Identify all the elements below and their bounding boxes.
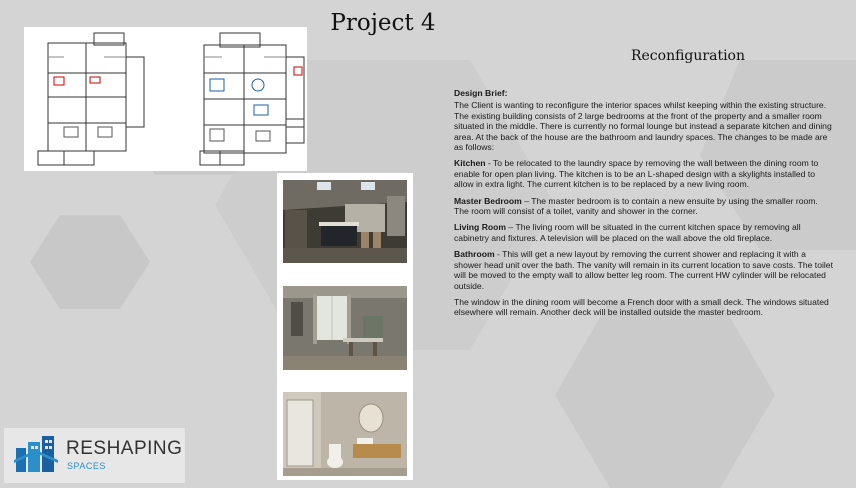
master-bedroom-text: – The master bedroom is to contain a new ensuite by using the smaller room. The room will consist of a toilet, vanity and shower in the corner. [454, 195, 818, 217]
master-bedroom-paragraph [454, 196, 834, 217]
floor-plan-drawing [24, 27, 307, 171]
proposed-floor-plan [200, 33, 304, 165]
bathroom-render-image [283, 392, 407, 476]
living-room-text: – The living room will be situated in the current kitchen space by removing all cabinetry and fixtures. A television will be placed on the wall above the old fireplace. [454, 222, 801, 243]
hexagon-shape [30, 215, 150, 309]
kitchen-render-image [283, 180, 407, 263]
logo-subtitle: SPACES [67, 461, 106, 471]
design-brief-heading: Design Brief: [454, 88, 508, 98]
logo-buildings-icon [12, 434, 62, 474]
closing-paragraph: The window in the dining room will become a French door with a small deck. The windows situated elsewhere will remain. Another deck will be installed outside the master bedroom. [454, 296, 829, 318]
kitchen-label: Kitchen [454, 158, 486, 169]
bathroom-text: - This will get a new layout by removing the current shower and replacing it with a shower head unit over the bath. The vanity will remain in its current location to save costs. The toilet will be moved to the empty wall to allow better leg room. The current HW cylinder will be relocated outside. [454, 249, 833, 291]
kitchen-paragraph [454, 158, 834, 189]
existing-floor-plan [38, 33, 144, 165]
master-bedroom-label: Master Bedroom [454, 195, 522, 206]
living-room-paragraph [454, 222, 834, 243]
hexagon-shape [555, 300, 775, 488]
bathroom-label: Bathroom [454, 249, 495, 260]
reshaping-spaces-logo [4, 428, 185, 483]
living-room-label: Living Room [454, 222, 507, 233]
render-images-panel [277, 173, 413, 480]
kitchen-text: - To be relocated to the laundry space by removing the wall between the dining room to enable for open plan living. The kitchen is to be an L-shaped design with a skylights installed to allow in extra light. The current kitchen is to be replaced by a new living room. [454, 158, 819, 190]
bathroom-paragraph [454, 249, 834, 291]
page-title: Project 4 [330, 10, 436, 36]
section-subtitle: Reconfiguration [630, 48, 746, 64]
logo-name: RESHAPING [66, 438, 183, 459]
design-brief-intro: The Client is wanting to reconfigure the interior spaces whilst keeping within the existing structure. The existing building consists of 2 large bedrooms at the front of the property and a smaller room situated in the middle. There is currently no formal lounge but instead a separate kitchen and dining area. At the back of the house are the bathroom and laundry spaces. The changes to be made are as follows: [454, 100, 832, 153]
living-room-render-image [283, 286, 407, 370]
floor-plans [24, 27, 307, 171]
design-brief [454, 88, 834, 324]
